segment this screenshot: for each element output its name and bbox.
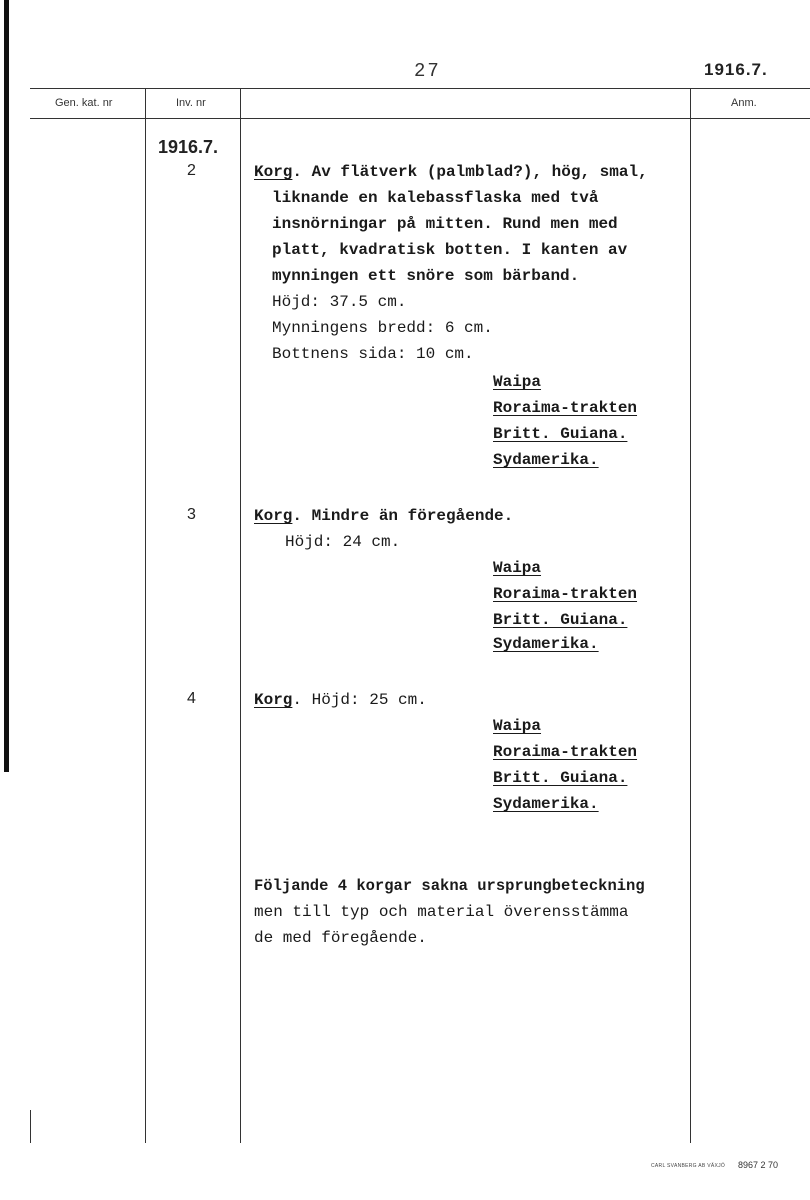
entry-4-origin-line: Britt. Guiana. bbox=[493, 769, 628, 787]
entry-2-measurement: Bottnens sida: 10 cm. bbox=[272, 345, 474, 363]
note-line: de med föregående. bbox=[254, 929, 427, 947]
entry-4-title-line bbox=[254, 690, 427, 710]
entry-2-origin-line: Waipa bbox=[493, 373, 542, 391]
column-header-gen-kat-nr: Gen. kat. nr bbox=[55, 97, 113, 109]
entry-2-origin-line: Britt. Guiana. bbox=[493, 425, 628, 443]
entry-3-measurement: Höjd: 24 cm. bbox=[285, 533, 401, 551]
entry-2-description-line: mynningen ett snöre som bärband. bbox=[272, 267, 580, 285]
entry-2-title-line bbox=[254, 162, 648, 182]
inv-number-3: 3 bbox=[187, 506, 196, 523]
entry-2-description-line: insnörningar på mitten. Rund men med bbox=[272, 215, 618, 233]
page-number: 27 bbox=[414, 60, 441, 82]
entry-2-title: Korg bbox=[254, 163, 293, 181]
entry-3-origin-line: Waipa bbox=[493, 559, 542, 577]
note-line: men till typ och material överensstämma bbox=[254, 903, 629, 921]
entry-3-description-first: . Mindre än föregående. bbox=[292, 507, 514, 525]
entry-2-origin-line: Sydamerika. bbox=[493, 451, 599, 469]
binding-strip bbox=[4, 0, 9, 772]
printer-imprint: CARL SVANBERG AB VÄXJÖ bbox=[651, 1163, 726, 1169]
entry-4-origin-line: Sydamerika. bbox=[493, 795, 599, 813]
entry-2-measurement: Mynningens bredd: 6 cm. bbox=[272, 319, 493, 337]
entry-3-origin-line: Sydamerika. bbox=[493, 635, 599, 653]
form-code: 8967 2 70 bbox=[738, 1160, 779, 1170]
entry-3-origin-line: Britt. Guiana. bbox=[493, 611, 628, 629]
header-bottom-rule bbox=[30, 118, 810, 119]
column-header-anm: Anm. bbox=[731, 97, 757, 109]
entry-3-title-line bbox=[254, 506, 513, 526]
entry-3-title: Korg bbox=[254, 507, 293, 525]
header-top-rule bbox=[30, 88, 810, 89]
entry-2-measurement: Höjd: 37.5 cm. bbox=[272, 293, 407, 311]
corner-date-label: 1916.7. bbox=[704, 60, 768, 79]
column-divider-anm bbox=[690, 88, 691, 1143]
left-margin-mark bbox=[30, 1110, 31, 1143]
entry-3-origin-line: Roraima-trakten bbox=[493, 585, 638, 603]
entry-2-origin-line: Roraima-trakten bbox=[493, 399, 638, 417]
entry-2-description-line: platt, kvadratisk botten. I kanten av bbox=[272, 241, 628, 259]
entry-4-description-first: . Höjd: 25 cm. bbox=[292, 691, 427, 709]
section-year: 1916.7. bbox=[158, 137, 219, 157]
inv-number-2: 2 bbox=[187, 162, 196, 179]
entry-4-title: Korg bbox=[254, 691, 293, 709]
note-line: Följande 4 korgar sakna ursprungbeteckning bbox=[254, 877, 645, 895]
entry-2-description-first: . Av flätverk (palmblad?), hög, smal, bbox=[292, 163, 648, 181]
column-divider-inv bbox=[145, 88, 146, 1143]
entry-4-origin-line: Roraima-trakten bbox=[493, 743, 638, 761]
entry-2-description-line: liknande en kalebassflaska med två bbox=[272, 189, 599, 207]
entry-4-origin-line: Waipa bbox=[493, 717, 542, 735]
column-header-inv-nr: Inv. nr bbox=[176, 97, 206, 109]
column-divider-description bbox=[240, 88, 241, 1143]
inv-number-4: 4 bbox=[187, 690, 196, 707]
